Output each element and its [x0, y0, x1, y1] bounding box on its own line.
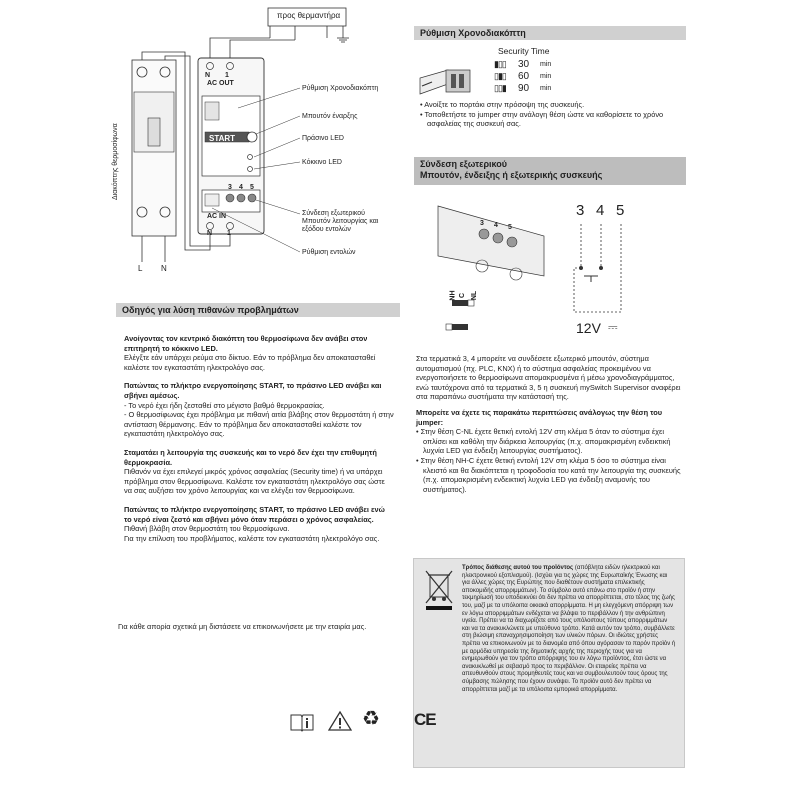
term-4: 4 — [239, 184, 243, 191]
external-text — [416, 354, 686, 494]
callout-timer: Ρύθμιση Χρονοδιακόπτη — [302, 85, 379, 92]
troubleshoot-item: Σταματάει η λειτουργία της συσκευής και το νερό δεν έχει την επιθυμητή θερμοκρασία. Πιθανόν να έχει επιλεγεί μικρός χρόνος ασφαλείας (Security time) ή να υπάρχει πρόβλημα στον θερμοσίφωνα. Καλέστε τον εγκαταστάτη ηλεκτρολόγο σας ώστε να σας αυξήσει τον χρόνο λειτουργίας και να ελέγξει τον θερμοσίφωνα. — [124, 447, 385, 496]
recycle-text: (απόβλητα ειδών ηλεκτρικού και ηλεκτρονικού εξοπλισμού). (Ισχύει για τις χώρες της Ευρωπαϊκής Ένωσης και για άλλες χώρες της Ευρώπης που διαθέτουν συστήματα επιλεκτικής αποκομιδής απορριμμάτων). Το σύμβολο αυτό επάνω στο προϊόν ή στην τεκμηρίωσή του υποδεικνύει ότι δεν πρέπει να απορρίπτεται, στο τέλος της ζωής του, μαζί με τα υπόλοιπα οικιακά απορρίμματα. Η μη ελεγχόμενη απόρριψη των εν λόγω απορριμμάτων ενδέχεται να βλάψει το περιβάλλον ή την ανθρώπινη υγεία. Πρέπει να τα διαχωρίζετε από τους υπόλοιπους τύπους απορριμμάτων και να τα ανακυκλώνετε με υπεύθυνο τρόπο. Κατά αυτόν τον τρόπο, συμβάλλετε στη βιώσιμη επαναχρησιμοποίηση των υλικών πόρων. Οι ιδιώτες χρήστες πρέπει να επικοινωνούν με το διανομέα από όπου αγόρασαν το παρόν προϊόν ή με αρμόδια υπηρεσία της δημοτικής αρχής της περιοχής τους για να ενημερωθούν για τον τρόπο απόρριψης του εν λόγω προϊόντος, έτσι ώστε να ανακυκλωθεί με σεβασμό προς το περιβάλλον. Οι εταιρείες πρέπει να απευθυνθούν στους προμηθευτές τους και να συμβουλευτούν τους όρους της σύμβασης πώλησης που έχουν συνάψει. Το προϊόν αυτό δεν πρέπει να απορρίπτεται μαζί με τα υπόλοιπα εμπορικά απορρίμματα. — [462, 565, 676, 693]
line-L-label: L — [138, 264, 143, 273]
warning-icon — [328, 710, 352, 732]
line-N-label: N — [161, 264, 167, 273]
timer-instructions — [420, 100, 684, 129]
ac-out-label: AC OUT — [207, 80, 234, 87]
wheelie-bin-icon — [422, 567, 458, 611]
breaker-label: Διακόπτης θερμοσίφωνα — [112, 123, 119, 200]
jumper-icon: ▮▯▯ — [494, 58, 506, 69]
troubleshoot-item: Πατώντας το πλήκτρο ενεργοποίησης START, το πράσινο LED ανάβει ενώ το νερό είναι ζεστό και σβήνει μόνο όταν περάσει ο χρόνος ασφαλείας. Πιθανή βλάβη στον θερμοστάτη του θερμοσίφωνα. Για την επίλυση του προβλήματος, καλέστε τον εγκαταστάτη ηλεκτρολόγο σας. — [124, 504, 385, 543]
terminal-n-top: N — [205, 72, 211, 79]
timer-bullet-1: • Ανοίξτε το πορτάκι στην πρόσοψη της συσκευής. — [420, 100, 585, 109]
recycle-notice — [413, 558, 685, 768]
timer-jumper-illustration — [418, 64, 478, 102]
dc-symbol-icon: ⎓ — [608, 320, 618, 334]
external-case2: • Στην θέση NH-C έχετε θετική εντολή 12V στη κλέμα 5 όσο το σύστημα είναι κλειστό και θα διακόπτεται η τροφοδοσία του κατά την λειτουργία της συσκευής (π.χ. απομακρισμένη ενδεικτική λυχνία LED για ένδειξη αναμονής του συστήματος). — [416, 455, 681, 494]
troubleshoot-item: Πατώντας το πλήκτρο ενεργοποίησης START, το πράσινο LED ανάβει και σβήνει αμέσως. - Το νερό έχει ήδη ζεσταθεί στο μέγιστο βαθμό θερμοκρασίας. - Ο θερμοσίφωνας έχει πρόβλημα με πιθανή αιτία βλάβης στον θερμοστάτη ή στην αντίσταση θέρμανσης. Εάν το πρόβλημα δεν αποκατασταθεί καλέστε τον εγκαταστάτη ηλεκτρολόγο σας. — [124, 381, 394, 439]
external-case1: • Στην θέση C-NL έχετε θετική εντολή 12V στη κλέμα 5 όταν το σύστημα έχει οπλίσει και καθόλη την διάρκεια λειτουργίας (π.χ. απομακρισμένη ενδεικτική λυχνία LED για ένδειξη λειτουργίας συστήματος). — [416, 427, 671, 456]
callout-external: Σύνδεση εξωτερικού Μπουτόν λειτουργίας και εξόδου εντολών — [302, 210, 379, 234]
timer-heading: Ρύθμιση Χρονοδιακόπτη — [414, 26, 686, 40]
start-label: START — [209, 134, 236, 143]
external-para1: Στα τερματικά 3, 4 μπορείτε να συνδέσετε εξωτερικό μπουτόν, σύστημα αυτοματισμού (πχ. PLC, KNX) ή το σύστημα ασφαλείας προκειμένου να ενεργοποιήσετε το θερμοσίφωνα απομακρυσμένα ή μέσω χρονοδιαγράμματος, ενώ ταυτόχρονα από τα τερματικά 3, 5 η συσκευή mySwitch Supervisor αναφέρει στα παραπάνω συστήματα την κατάστασή της. — [416, 354, 681, 402]
manual-info-icon — [290, 712, 314, 732]
jumper-icon: ▯▮▯ — [494, 70, 506, 81]
troubleshoot-item: Ανοίγοντας τον κεντρικό διακόπτη του θερμοσίφωνα δεν ανάβει στον επιτηρητή το κόκκινο LED. Ελέγξτε εάν υπάρχει ρεύμα στο δίκτυο. Εάν το πρόβλημα δεν αποκατασταθεί καλέστε τον εγκαταστάτη ηλεκτρολόγο σας. — [124, 334, 376, 372]
voltage-label: 12V — [576, 320, 601, 336]
ac-in-label: AC IN — [207, 213, 227, 220]
callout-commands: Ρύθμιση εντολών — [302, 249, 356, 256]
jumper-icon: ▯▯▮ — [494, 82, 506, 93]
timer-option-30[interactable]: ▮▯▯ 30 min — [494, 58, 552, 70]
external-cases-title: Μπορείτε να έχετε τις παρακάτω περιπτώσεις ανάλογως την θέση του jumper: — [416, 407, 663, 427]
heater-label: προς θερμαντήρα — [277, 11, 341, 20]
timer-option-60[interactable]: ▯▮▯ 60 min — [494, 70, 552, 82]
troubleshoot-list — [124, 334, 394, 552]
troubleshoot-heading: Οδηγός για λύση πιθανών προβλημάτων — [116, 303, 400, 317]
timer-bullet-2: • Τοποθετήστε το jumper στην ανάλογη θέση ώστε να καθορίσετε το χρόνο ασφαλείας της συσκευή σας. — [420, 109, 664, 129]
callout-red-led: Κόκκινο LED — [302, 159, 342, 166]
callout-green-led: Πράσινο LED — [302, 135, 344, 142]
terminal-1-bot: 1 — [227, 230, 231, 237]
callout-start-button: Μπουτόν έναρξης — [302, 113, 358, 120]
recycle-icon: ♻ — [362, 708, 380, 730]
term-5: 5 — [250, 184, 254, 191]
external-heading: Σύνδεση εξωτερικού Μπουτόν, ένδειξης ή εξωτερικής συσκευής — [414, 157, 686, 185]
terminal-n-bot: N — [207, 230, 213, 237]
ce-mark: CE — [414, 710, 436, 729]
external-device-illustration: 3 4 5 NH C NL — [424, 196, 554, 346]
timer-option-90[interactable]: ▯▯▮ 90 min — [494, 82, 552, 94]
recycle-title: Τρόπος διάθεσης αυτού του προϊόντος — [462, 565, 574, 571]
term-3: 3 — [228, 184, 232, 191]
security-time-label: Security Time — [498, 46, 550, 56]
terminal-1-top: 1 — [225, 72, 229, 79]
external-terminal-diagram: 3 4 5 12V ⎓ — [576, 202, 625, 336]
timer-options — [494, 58, 584, 94]
troubleshoot-closing: Για κάθε απορία σχετικά μη διστάσετε να επικοινωνήσετε με την εταιρία μας. — [118, 622, 367, 631]
